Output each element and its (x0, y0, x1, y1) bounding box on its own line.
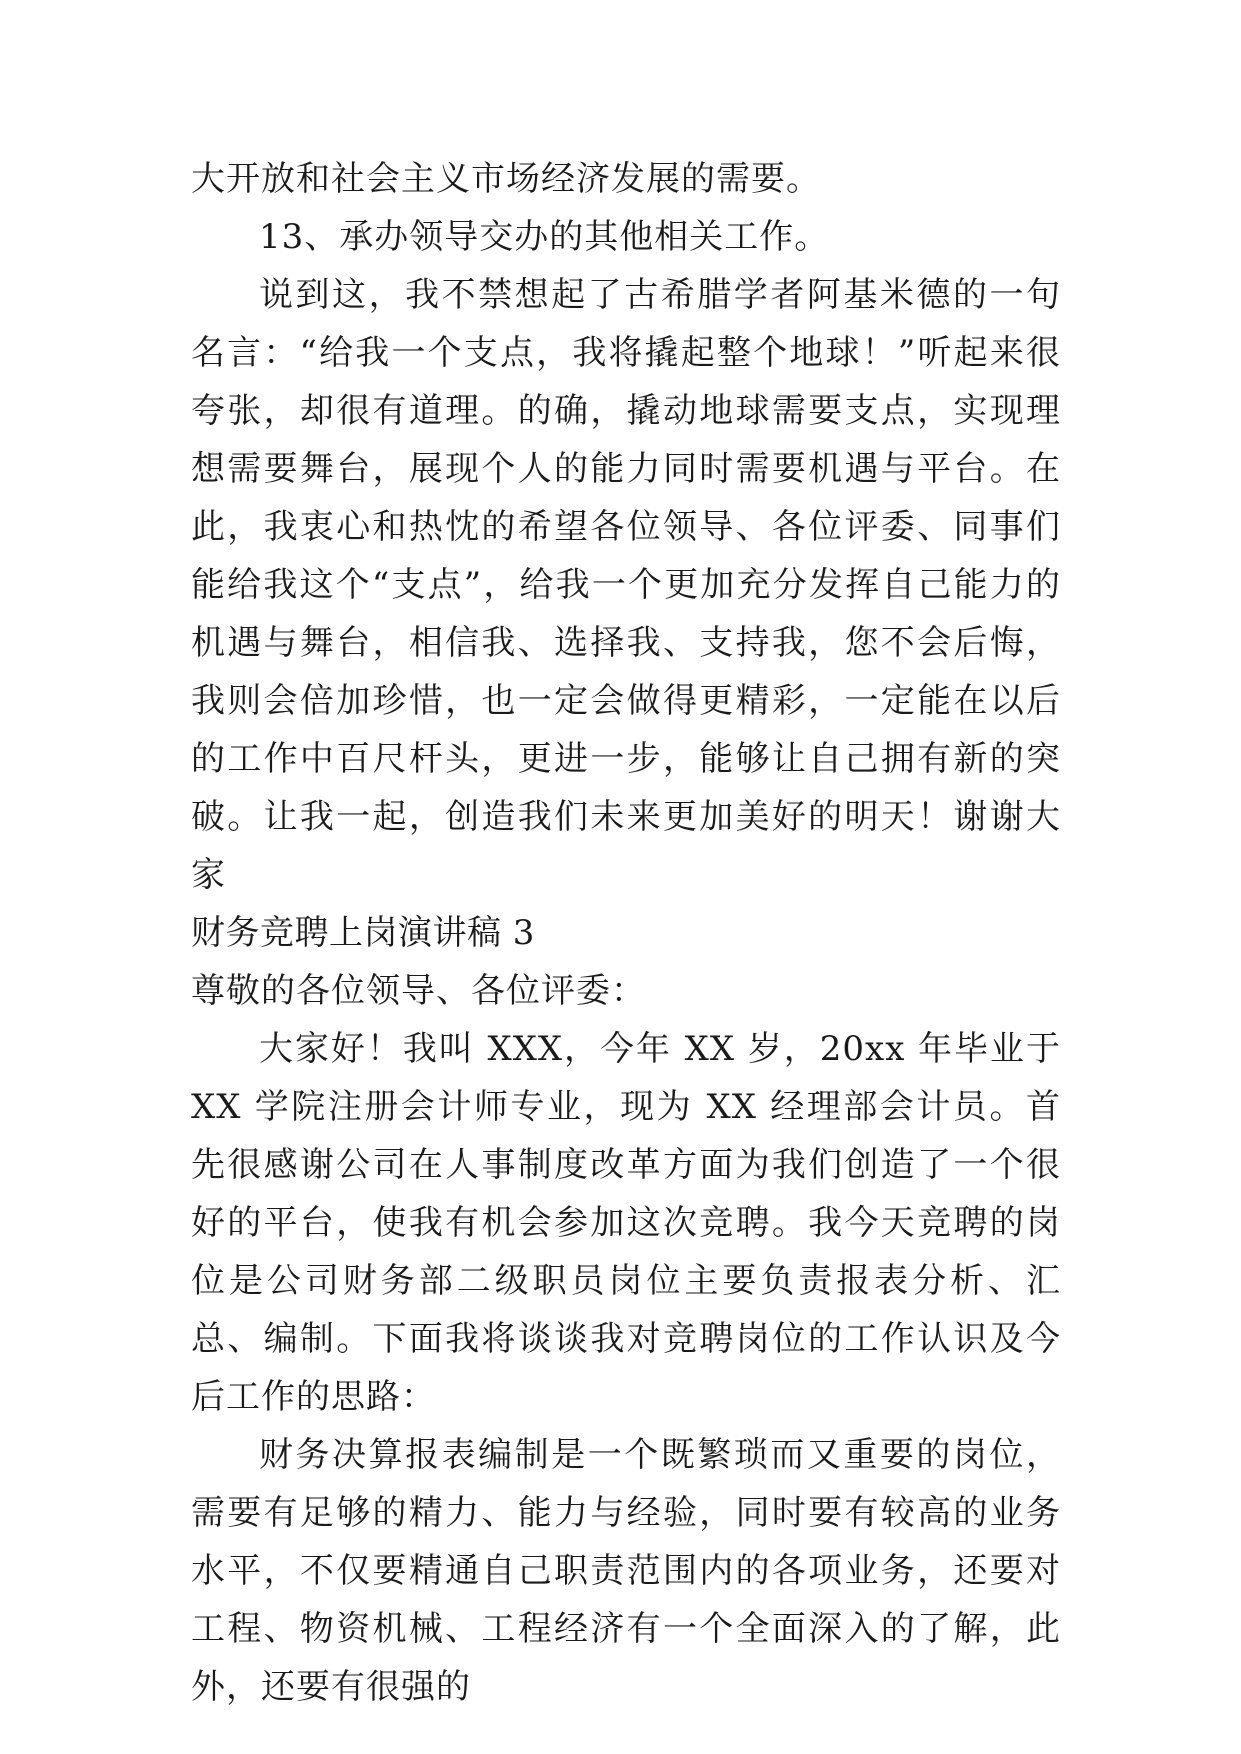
salutation: 尊敬的各位领导、各位评委： (191, 971, 646, 1011)
paragraph-continuation: 大开放和社会主义市场经济发展的需要。 (191, 159, 821, 199)
document-body (191, 150, 1061, 1716)
section-title: 财务竞聘上岗演讲稿 3 (191, 913, 535, 953)
paragraph-job-understanding: 财务决算报表编制是一个既繁琐而又重要的岗位，需要有足够的精力、能力与经验，同时要有较高的业务水平，不仅要精通自己职责范围内的各项业务，还要对工程、物资机械、工程经济有一个全面深入的了解，此外，还要有很强的 (191, 1435, 1061, 1707)
paragraph-self-introduction: 大家好！我叫 XXX，今年 XX 岁，20xx 年毕业于 XX 学院注册会计师专业，现为 XX 经理部会计员。首先很感谢公司在人事制度改革方面为我们创造了一个很好的平台，使我有机会参加这次竞聘。我今天竞聘的岗位是公司财务部二级职员岗位主要负责报表分析、汇总、编制。下面我将谈谈我对竞聘岗位的工作认识及今后工作的思路： (191, 1029, 1061, 1417)
paragraph-item-13: 13、承办领导交办的其他相关工作。 (259, 217, 830, 257)
paragraph-archimedes-quote: 说到这，我不禁想起了古希腊学者阿基米德的一句名言：“给我一个支点，我将撬起整个地球！”听起来很夸张，却很有道理。的确，撬动地球需要支点，实现理想需要舞台，展现个人的能力同时需要机遇与平台。在此，我衷心和热忱的希望各位领导、各位评委、同事们能给我这个“支点”，给我一个更加充分发挥自己能力的机遇与舞台，相信我、选择我、支持我，您不会后悔，我则会倍加珍惜，也一定会做得更精彩，一定能在以后的工作中百尺杆头，更进一步，能够让自己拥有新的突破。让我一起，创造我们未来更加美好的明天！谢谢大家 (191, 275, 1061, 895)
